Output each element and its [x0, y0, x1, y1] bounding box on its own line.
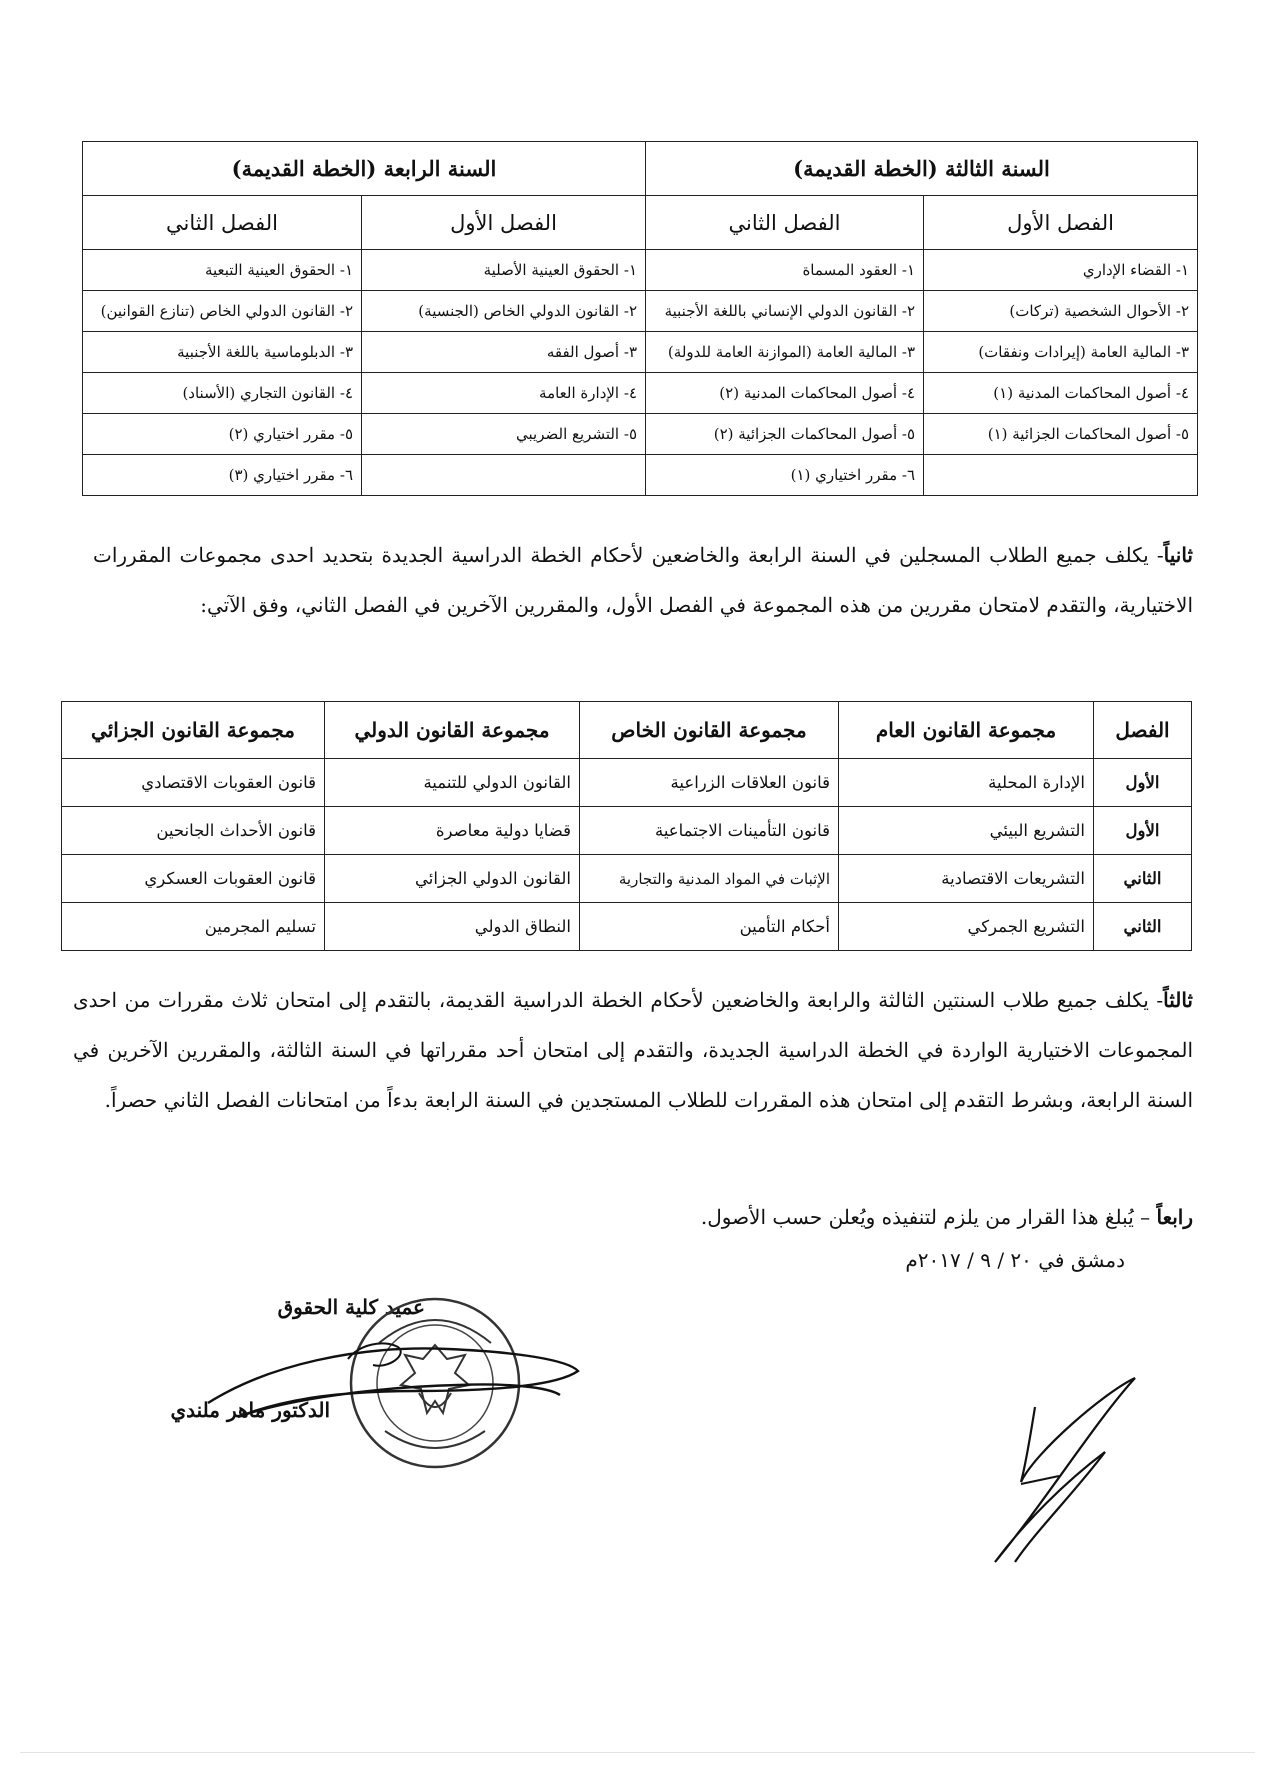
- course-cell: الإدارة المحلية: [839, 759, 1094, 807]
- signatory-title: عميد كلية الحقوق: [277, 1295, 425, 1319]
- semester-cell: الأول: [1094, 807, 1192, 855]
- course-cell: ٣- أصول الفقه: [362, 332, 646, 373]
- course-cell: ٢- القانون الدولي الخاص (الجنسية): [362, 291, 646, 332]
- course-cell: [362, 455, 646, 496]
- table-row: [83, 414, 1198, 455]
- table-row: [62, 855, 1192, 903]
- course-cell: قضايا دولية معاصرة: [325, 807, 580, 855]
- table-row: [83, 291, 1198, 332]
- semester-cell: الثاني: [1094, 855, 1192, 903]
- paragraph-label: رابعاً: [1156, 1205, 1193, 1229]
- course-cell: قانون العقوبات العسكري: [62, 855, 325, 903]
- course-cell: النطاق الدولي: [325, 903, 580, 951]
- course-cell: أحكام التأمين: [580, 903, 839, 951]
- course-cell: ٦- مقرر اختياري (١): [646, 455, 924, 496]
- semester-cell: الثاني: [1094, 903, 1192, 951]
- semester-header: الفصل الثاني: [83, 196, 362, 250]
- course-cell: ٤- أصول المحاكمات المدنية (٢): [646, 373, 924, 414]
- course-cell: ٣- المالية العامة (الموازنة العامة للدولة): [646, 332, 924, 373]
- course-cell: ٢- الأحوال الشخصية (تركات): [924, 291, 1198, 332]
- course-cell: قانون الأحداث الجانحين: [62, 807, 325, 855]
- table-row: [83, 250, 1198, 291]
- course-cell: ٥- أصول المحاكمات الجزائية (١): [924, 414, 1198, 455]
- table-row: [62, 903, 1192, 951]
- paragraph-label: ثانياً: [1163, 543, 1193, 567]
- paragraph-third: [73, 975, 1193, 1125]
- paragraph-text: - يكلف جميع طلاب السنتين الثالثة والرابعة والخاضعين لأحكام الخطة الدراسية القديمة، بالتقدم إلى امتحان ثلاث مقررات من احدى المجموعات الاختيارية الواردة في الخطة الدراسية الجديدة، والتقدم إلى امتحان أحد مقرراتها في السنة الثالثة، والمقررين الآخرين في السنة الرابعة، وبشرط التقدم إلى امتحان هذه المقررات للطلاب المستجدين في السنة الرابعة بدءاً من امتحانات الفصل الثاني حصراً.: [73, 988, 1193, 1112]
- course-cell: ٣- الدبلوماسية باللغة الأجنبية: [83, 332, 362, 373]
- page-bottom-rule: [20, 1752, 1255, 1753]
- paragraph-second: [93, 530, 1193, 630]
- course-cell: ٥- أصول المحاكمات الجزائية (٢): [646, 414, 924, 455]
- course-cell: ١- القضاء الإداري: [924, 250, 1198, 291]
- course-cell: التشريعات الاقتصادية: [839, 855, 1094, 903]
- course-cell: تسليم المجرمين: [62, 903, 325, 951]
- course-cell: قانون العقوبات الاقتصادي: [62, 759, 325, 807]
- paragraph-label: ثالثاً: [1163, 988, 1193, 1012]
- course-cell: الإثبات في المواد المدنية والتجارية: [580, 855, 839, 903]
- course-cell: ٣- المالية العامة (إيرادات ونفقات): [924, 332, 1198, 373]
- course-cell: ١- الحقوق العينية الأصلية: [362, 250, 646, 291]
- second-signature-icon: [955, 1372, 1185, 1572]
- semester-header: الفصل الأول: [924, 196, 1198, 250]
- table-row: [83, 373, 1198, 414]
- table-row: [62, 807, 1192, 855]
- old-plan-table: [82, 141, 1198, 496]
- course-cell: التشريع البيئي: [839, 807, 1094, 855]
- paragraph-fourth: [701, 1197, 1193, 1237]
- course-cell: ٦- مقرر اختياري (٣): [83, 455, 362, 496]
- course-cell: [924, 455, 1198, 496]
- paragraph-text: - يكلف جميع الطلاب المسجلين في السنة الرابعة والخاضعين لأحكام الخطة الدراسية الجديدة بتحديد احدى مجموعات المقررات الاختيارية، والتقدم لامتحان مقررين من هذه المجموعة في الفصل الأول، والمقررين الآخرين في الفصل الثاني، وفق الآتي:: [93, 543, 1193, 617]
- semester-header: الفصل الأول: [362, 196, 646, 250]
- elective-groups-table: [61, 701, 1192, 951]
- course-cell: ١- العقود المسماة: [646, 250, 924, 291]
- signatory-name: الدكتور ماهر ملندي: [170, 1398, 330, 1422]
- course-cell: القانون الدولي الجزائي: [325, 855, 580, 903]
- course-cell: ٢- القانون الدولي الخاص (تنازع القوانين): [83, 291, 362, 332]
- course-cell: ١- الحقوق العينية التبعية: [83, 250, 362, 291]
- date-line: دمشق في ٢٠ / ٩ / ٢٠١٧م: [905, 1248, 1125, 1272]
- course-cell: القانون الدولي للتنمية: [325, 759, 580, 807]
- course-cell: ٥- مقرر اختياري (٢): [83, 414, 362, 455]
- column-header: مجموعة القانون الخاص: [580, 702, 839, 759]
- column-header: مجموعة القانون الجزائي: [62, 702, 325, 759]
- year4-header: السنة الرابعة (الخطة القديمة): [83, 142, 646, 196]
- paragraph-text: – يُبلغ هذا القرار من يلزم لتنفيذه ويُعلن حسب الأصول.: [700, 1205, 1157, 1229]
- table-row: [83, 455, 1198, 496]
- column-header: مجموعة القانون العام: [839, 702, 1094, 759]
- course-cell: ٥- التشريع الضريبي: [362, 414, 646, 455]
- course-cell: قانون العلاقات الزراعية: [580, 759, 839, 807]
- table-row: [83, 332, 1198, 373]
- course-cell: ٤- أصول المحاكمات المدنية (١): [924, 373, 1198, 414]
- column-header: مجموعة القانون الدولي: [325, 702, 580, 759]
- table-row: [62, 759, 1192, 807]
- semester-cell: الأول: [1094, 759, 1192, 807]
- course-cell: ٢- القانون الدولي الإنساني باللغة الأجنبية: [646, 291, 924, 332]
- semester-header: الفصل الثاني: [646, 196, 924, 250]
- course-cell: ٤- الإدارة العامة: [362, 373, 646, 414]
- year3-header: السنة الثالثة (الخطة القديمة): [646, 142, 1198, 196]
- course-cell: قانون التأمينات الاجتماعية: [580, 807, 839, 855]
- course-cell: ٤- القانون التجاري (الأسناد): [83, 373, 362, 414]
- column-header: الفصل: [1094, 702, 1192, 759]
- course-cell: التشريع الجمركي: [839, 903, 1094, 951]
